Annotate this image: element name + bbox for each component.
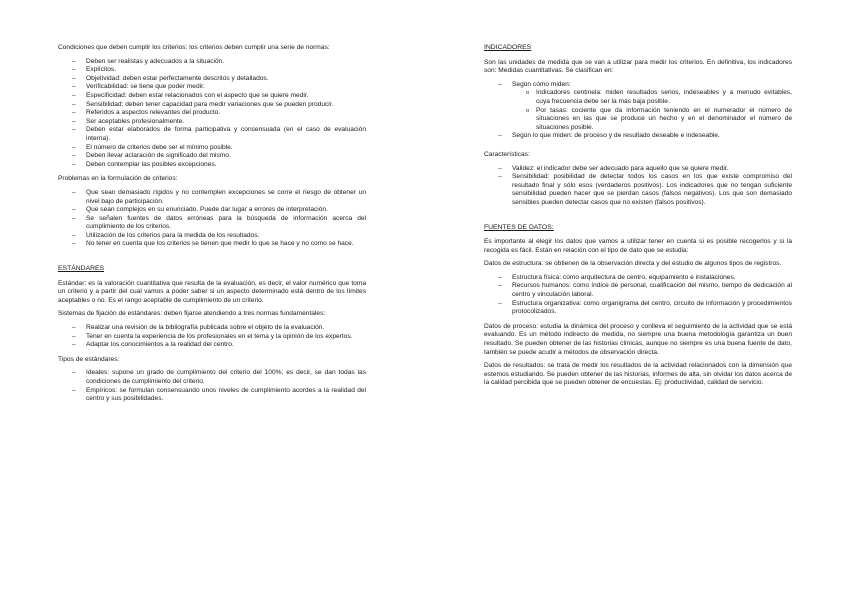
list-item: – Deben contemplar las posibles excepciones. <box>86 161 366 170</box>
right-column <box>484 44 792 393</box>
how-sublist <box>512 89 792 132</box>
list-item: – El número de criterios debe ser el mínimo posible. <box>86 144 366 153</box>
section-spacer <box>484 214 792 224</box>
list-item: – Estructura organizativa: como organigrama del centro, circuito de información y procedimientos protocolizados. <box>512 300 792 317</box>
list-item <box>512 81 792 133</box>
criteria-conditions-list <box>58 58 366 170</box>
list-item: – Objetividad: deben estar perfectamente descritos y detallados. <box>86 75 366 84</box>
problems-list <box>58 189 366 249</box>
indicators-definition: Son las unidades de medida que se van a utilizar para medir los criterios. En definitiva, los indicadores son: Medidas cuantitativas. Se clasifican en: <box>484 58 792 75</box>
data-sources-heading: FUENTES DE DATOS: <box>484 223 554 231</box>
list-item: – Referidos a aspectos relevantes del producto. <box>86 109 366 118</box>
list-item: – Deben ser realistas y adecuados a la situación. <box>86 58 366 67</box>
problems-intro: Problemas en la formulación de criterios: <box>58 175 178 183</box>
characteristics-intro: Características: <box>484 150 530 158</box>
how-label: Según cómo miden: <box>512 80 571 88</box>
standards-types-list <box>58 369 366 403</box>
list-item: – Realizar una revisión de la bibliografía publicada sobre el objeto de la evaluación. <box>86 324 366 333</box>
list-item: – Ideales: supone un grado de cumplimiento del criterio del 100%, es decir, se dan todas las condiciones de cumplimiento del criterio. <box>86 369 366 386</box>
data-sources-definition: Es importante al elegir los datos que vamos a utilizar tener en cuenta si es posible recogerlos y si la recogida es fácil. Están en relación con el tipo de dato que se estudia: <box>484 238 792 254</box>
list-item: – Ser aceptables profesionalmente. <box>86 118 366 127</box>
criteria-conditions-intro: Condiciones que deben cumplir los criterios: los criterios deben cumplir una serie de normas: <box>58 44 330 51</box>
structure-data-definition: Datos de estructura: se obtienen de la observación directa y del estudio de algunos tipos de registros. <box>484 260 782 268</box>
list-item: – Validez: el indicador debe ser adecuado para aquello que se quiere medir. <box>512 165 792 174</box>
standards-systems-list <box>58 324 366 350</box>
list-item: – Sensibilidad: deben tener capacidad para medir variaciones que se pueden producir. <box>86 101 366 110</box>
list-item: – Estructura física: como arquitectura de centro, equipamiento e instalaciones. <box>512 274 792 283</box>
list-item: – Tener en cuenta la experiencia de los profesionales en el tema y la opinión de los expertos. <box>86 333 366 342</box>
standards-heading: ESTÁNDARES <box>58 265 105 273</box>
standards-types-intro: Tipos de estándares: <box>58 355 120 363</box>
list-item: o Por tasas: cociente que da información teniendo en el numerador el número de situaciones en las que se produce un hecho y en el denominador el número de situaciones posible. <box>536 107 792 133</box>
list-item: – Recursos humanos: como índice de personal, cualificación del mismo, tiempo de dedicación al centro y vinculación laboral. <box>512 282 792 299</box>
list-item: o Indicadores centinela: miden resultados serios, indeseables y a menudo evitables, cuya frecuencia debe ser la más baja posible. <box>536 89 792 106</box>
list-item: – Verificabilidad: se tiene que poder medir. <box>86 83 366 92</box>
list-item: – Deben estar elaborados de forma participativa y consensuada (en el caso de evaluación interna). <box>86 126 366 143</box>
list-item: – Empíricos: se formulan consensuando unos niveles de cumplimiento acordes a la realidad del centro y sus posibilidades. <box>86 387 366 404</box>
list-item: – Explícitos. <box>86 66 366 75</box>
results-data-definition: Datos de resultados: se trata de medir los resultados de la actividad relacionados con la dimensión que estemos estudiando. Se pueden obtener de las historias, informes de alta, sin olvidar los datos acerca de la calidad percibida que se pueden obtener de encuestas. Ej: productividad, calidad de servicio. <box>484 362 792 387</box>
list-item: – No tener en cuenta que los criterios se tienen que medir lo que se hace y no como se hace. <box>86 240 366 249</box>
list-item: – Adaptar los conocimientos a la realidad del centro. <box>86 341 366 350</box>
left-column <box>58 44 366 410</box>
list-item: – Según lo que miden: de proceso y de resultado deseable e indeseable. <box>512 132 792 141</box>
list-item: – Utilización de los criterios para la medida de los resultados. <box>86 232 366 241</box>
list-item: – Que sean complejos en su enunciado. Puede dar lugar a errores de interpretación. <box>86 206 366 215</box>
standards-definition: Estándar: es la valoración cuantitativa que resulta de la evaluación, es decir, el valor numérico que toma un criterio y a partir del cual vamos a poder saber si un aspecto determinado está dentro de los límites aceptables o no. Es el rango aceptable de cumplimiento de un criterio. <box>58 279 366 304</box>
section-spacer <box>58 255 366 265</box>
indicators-heading: INDICADORES <box>484 44 532 51</box>
characteristics-list <box>484 165 792 208</box>
structure-data-list <box>484 274 792 317</box>
standards-systems-intro: Sistemas de fijación de estándares: deben fijarse atendiendo a tres normas fundamentales: <box>58 310 326 318</box>
list-item: – Deben llevar aclaración de significado del mismo. <box>86 152 366 161</box>
list-item: – Que sean demasiado rígidos y no contemplen excepciones se corre el riesgo de obtener un nivel bajo de participación. <box>86 189 366 206</box>
process-data-definition: Datos de proceso: estudia la dinámica del proceso y conlleva el seguimiento de la actividad que se está evaluando. Es un método indirecto de medida, no siempre una buena metodología garantiza un buen resultado. Se pueden obtener de las historias clínicas, aunque no siempre es una buena fuente de dato, también se puede acudir a métodos de observación directa. <box>484 322 792 356</box>
list-item: – Sensibilidad: posibilidad de detectar todos los casos en los que existe compromiso del resultado final y sólo esos (verdaderos positivos). Los indicadores que no tengan suficiente sensibilidad pueden hacer que se pierdan casos (falsos negativos). Los que son demasiado sensibles pueden detectar casos que no existen (falsos positivos). <box>512 173 792 207</box>
list-item: – Se señalen fuentes de datos erróneas para la búsqueda de información acerca del cumplimiento de los criterios. <box>86 215 366 232</box>
list-item: – Especificidad: deben estar relacionados con el aspecto que se quiere medir. <box>86 92 366 101</box>
indicators-classification-list <box>484 81 792 141</box>
